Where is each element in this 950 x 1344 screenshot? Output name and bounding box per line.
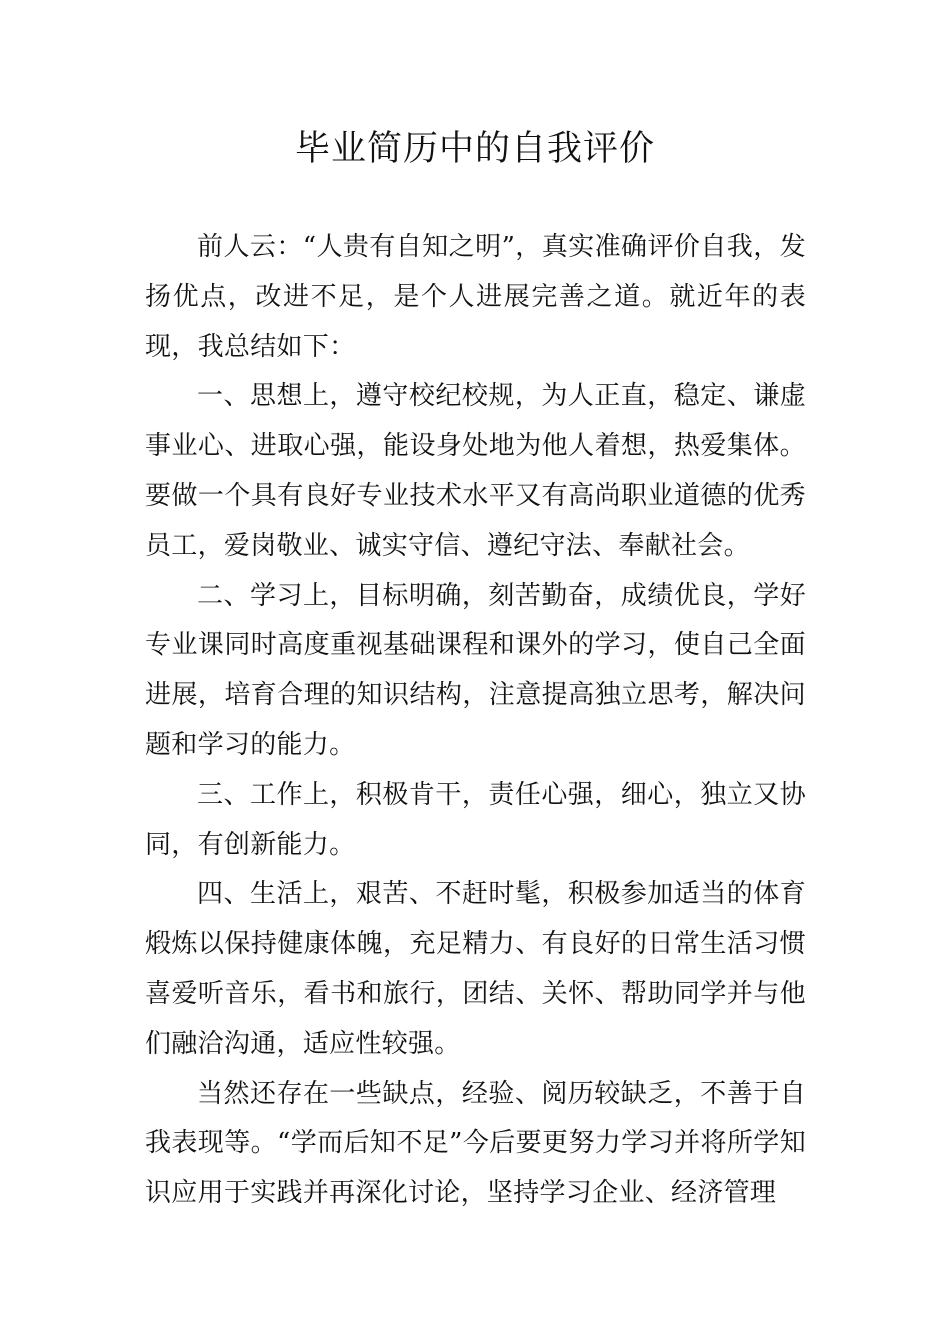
paragraph-life: 四、生活上，艰苦、不赶时髦，积极参加适当的体育煅炼以保持健康体魄，充足精力、有良好的日常生活习惯喜爱听音乐，看书和旅行，团结、关怀、帮助同学并与他们融洽沟通，适应性较强。 (145, 879, 806, 1059)
paragraph-work: 三、工作上，积极肯干，责任心强，细心，独立又协同，有创新能力。 (145, 779, 806, 860)
paragraph-shortcomings: 当然还存在一些缺点，经验、阅历较缺乏，不善于自我表现等。“学而后知不足”今后要更努力学习并将所学知识应用于实践并再深化讨论，坚持学习企业、经济管理 (145, 1078, 806, 1209)
document-title: 毕业简历中的自我评价 (294, 129, 655, 169)
document-body (145, 223, 806, 1219)
paragraph-ideology: 一、思想上，遵守校纪校规，为人正直，稳定、谦虚事业心、进取心强，能设身处地为他人着想，热爱集体。要做一个具有良好专业技术水平又有高尚职业道德的优秀员工，爱岗敬业、诚实守信、遵纪守法、奉献社会。 (145, 381, 806, 561)
paragraph-study: 二、学习上，目标明确，刻苦勤奋，成绩优良，学好专业课同时高度重视基础课程和课外的学习，使自己全面进展，培育合理的知识结构，注意提高独立思考，解决问题和学习的能力。 (145, 580, 806, 760)
paragraph-intro: 前人云：“人贵有自知之明”，真实准确评价自我，发扬优点，改进不足，是个人进展完善之道。就近年的表现，我总结如下： (145, 232, 806, 362)
